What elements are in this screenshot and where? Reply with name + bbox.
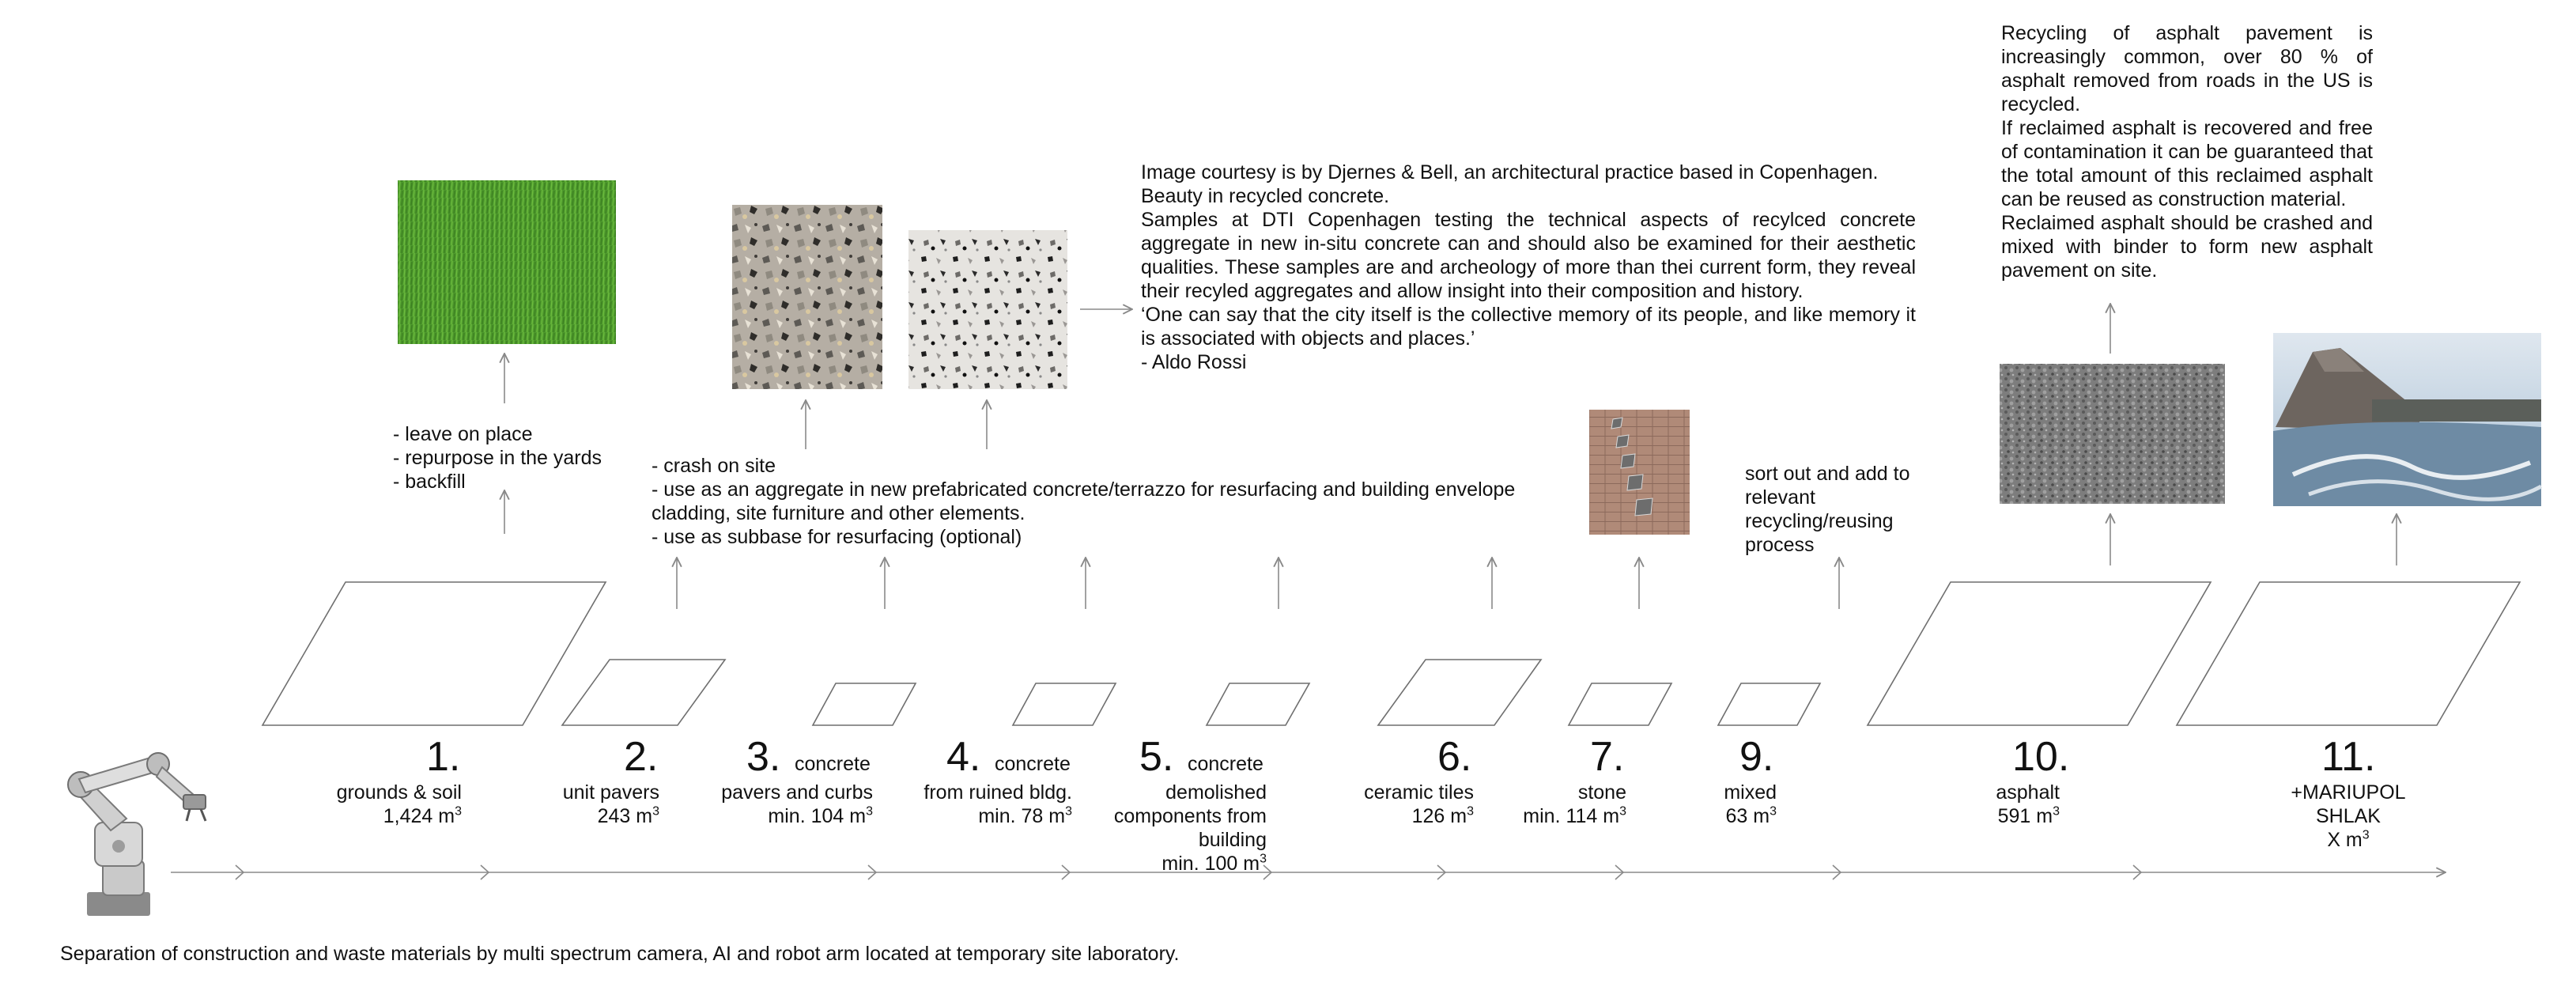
rossi-note: Image courtesy is by Djernes & Bell, an architectural practice based in Copenhagen. Beauty in recycled concrete. Samples at DTI Copenhagen testing the technical aspects of recylced concrete aggregate in new in-situ concrete can and should also be examined for their aesthetic qualities. These samples are and archeology of more than thei current form, they reveal their recyled aggregates and allow insight into their composition and history. ‘One can say that the city itself is the collective memory of its people, and like memory it is associated with objects and places.’ - Aldo Rossi	[1141, 161, 1916, 373]
material-number: 5.	[1139, 734, 1174, 780]
area-3	[813, 683, 916, 725]
material-type: concrete	[995, 753, 1071, 775]
terrazzo-dark-photo	[732, 205, 882, 389]
material-name: grounds & soil	[336, 781, 462, 804]
area-5	[1207, 683, 1309, 725]
brick-stone-photo	[1589, 410, 1690, 535]
terrazzo-light-photo	[908, 230, 1067, 389]
material-quantity: min. 114 $m^3$	[1523, 804, 1626, 827]
material-quantity: min. 100 $m^3$	[1161, 852, 1267, 875]
asphalt-note: Recycling of asphalt pavement is increasingly common, over 80 % of asphalt removed from roads in the US is recycled. If reclaimed asphalt is recovered and free of contamination it can be guaranteed that the total amount of this reclaimed asphalt can be reused as construction material. Reclaimed asphalt should be crashed and mixed with binder to form new asphalt pavement on site.	[2001, 22, 2373, 282]
asphalt-photo	[2000, 364, 2225, 504]
material-name: unit pavers	[562, 781, 659, 804]
material-quantity: 126 $m^3$	[1411, 804, 1474, 827]
area-parallelograms	[263, 582, 2520, 725]
material-number: 6.	[1437, 734, 1472, 780]
material-name: +MARIUPOL SHLAK	[2291, 781, 2406, 827]
material-type: concrete	[795, 753, 871, 775]
material-quantity: 1,424 $m^3$	[383, 804, 462, 827]
concrete-note: - crash on site - use as an aggregate in new prefabricated concrete/terrazzo for resurfacing and building envelope cladding, site furniture and other elements. - use as subbase for resurfacing (optional)	[652, 455, 1516, 548]
area-4	[1013, 683, 1116, 725]
area-7	[1569, 683, 1671, 725]
mixed-note: sort out and add to relevant recycling/reusing process	[1745, 463, 1910, 556]
material-quantity: 591 $m^3$	[1997, 804, 2060, 827]
material-number: 2.	[624, 734, 659, 780]
area-2	[562, 660, 725, 725]
material-quantity: min. 78 $m^3$	[978, 804, 1072, 827]
page-caption: Separation of construction and waste materials by multi spectrum camera, AI and robot arm located at temporary site laboratory.	[60, 943, 1180, 965]
material-quantity: 63 $m^3$	[1725, 804, 1777, 827]
slag-heap-photo	[2273, 333, 2541, 506]
area-10	[1868, 582, 2211, 725]
material-name: ceramic tiles	[1364, 781, 1474, 804]
baseline-arrow	[171, 865, 2446, 879]
material-type: concrete	[1188, 753, 1263, 775]
area-1	[263, 582, 606, 725]
material-number: 10.	[2012, 734, 2070, 780]
material-number: 3.	[746, 734, 781, 780]
material-number: 4.	[946, 734, 981, 780]
grounds-note: - leave on place - repurpose in the yards - backfill	[393, 423, 602, 493]
material-name: from ruined bldg.	[924, 781, 1072, 804]
material-name: mixed	[1724, 781, 1777, 804]
material-name: demolished components from building	[1113, 781, 1267, 851]
robot-arm-icon	[68, 753, 206, 916]
area-9	[1718, 683, 1820, 725]
material-quantity: 243 $m^3$	[597, 804, 659, 827]
grass-photo	[398, 180, 616, 344]
material-number: 1.	[426, 734, 461, 780]
material-name: pavers and curbs	[721, 781, 873, 804]
material-quantity: min. 104 $m^3$	[768, 804, 873, 827]
material-number: 7.	[1590, 734, 1625, 780]
material-number: 9.	[1739, 734, 1774, 780]
area-11	[2177, 582, 2520, 725]
material-quantity: X $m^3$	[2327, 828, 2370, 851]
material-number: 11.	[2321, 734, 2376, 780]
area-6	[1378, 660, 1541, 725]
material-name: stone	[1577, 781, 1626, 804]
material-name: asphalt	[1996, 781, 2060, 804]
